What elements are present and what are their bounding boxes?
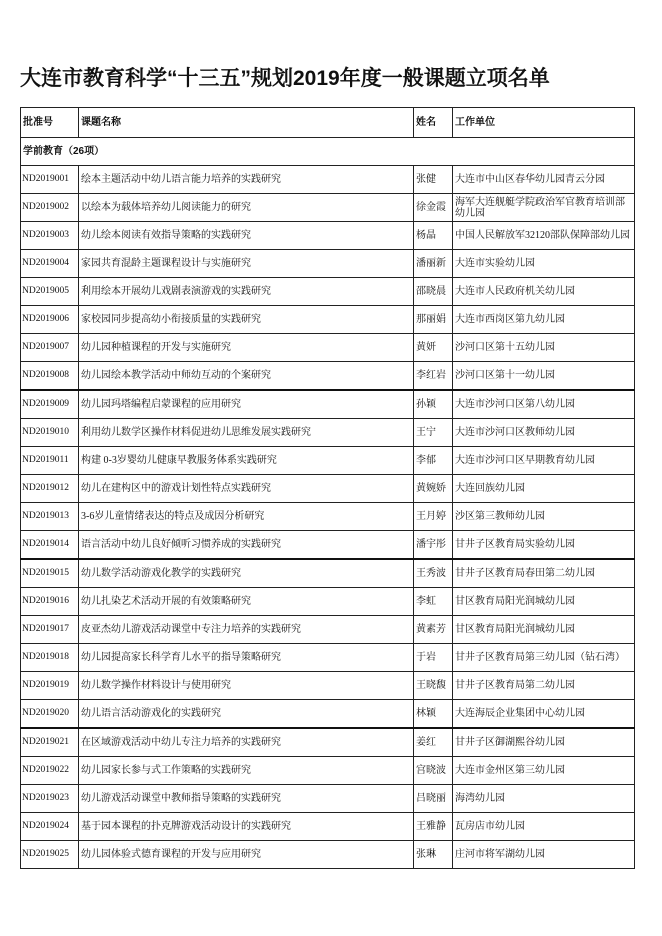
table-row (21, 306, 635, 334)
approval-number: ND2019010 (21, 419, 79, 447)
topic-name: 幼儿游戏活动课堂中教师指导策略的实践研究 (79, 785, 414, 813)
work-unit: 大连市沙河口区教师幼儿园 (453, 419, 635, 447)
approval-number: ND2019021 (21, 728, 79, 757)
work-unit: 沙区第三教师幼儿园 (453, 503, 635, 531)
approval-number: ND2019004 (21, 250, 79, 278)
topic-name: 幼儿绘本阅读有效指导策略的实践研究 (79, 222, 414, 250)
person-name: 黄妍 (414, 334, 453, 362)
table-row (21, 672, 635, 700)
table-row (21, 785, 635, 813)
topic-name: 家校园同步提高幼小衔接质量的实践研究 (79, 306, 414, 334)
approval-number: ND2019009 (21, 390, 79, 419)
table-row (21, 757, 635, 785)
person-name: 黄婉娇 (414, 475, 453, 503)
work-unit: 庄河市将军湖幼儿园 (453, 841, 635, 869)
approval-number: ND2019015 (21, 559, 79, 588)
topic-name: 幼儿园提高家长科学育儿水平的指导策略研究 (79, 644, 414, 672)
person-name: 黄素芳 (414, 616, 453, 644)
person-name: 李红岩 (414, 362, 453, 391)
person-name: 张琳 (414, 841, 453, 869)
topic-name: 幼儿园体验式德育课程的开发与应用研究 (79, 841, 414, 869)
table-row (21, 166, 635, 194)
work-unit: 瓦房店市幼儿园 (453, 813, 635, 841)
person-name: 林颖 (414, 700, 453, 729)
person-name: 宫晓波 (414, 757, 453, 785)
table-row (21, 503, 635, 531)
person-name: 孙颖 (414, 390, 453, 419)
approval-number: ND2019008 (21, 362, 79, 391)
person-name: 那丽娟 (414, 306, 453, 334)
topic-name: 基于园本课程的扑克牌游戏活动设计的实践研究 (79, 813, 414, 841)
person-name: 邵晓晨 (414, 278, 453, 306)
work-unit: 大连回族幼儿园 (453, 475, 635, 503)
page-title: 大连市教育科学“十三五”规划2019年度一般课题立项名单 (20, 67, 550, 90)
approval-number: ND2019002 (21, 194, 79, 222)
work-unit: 甘井子区教育局第三幼儿园（钻石湾） (453, 644, 635, 672)
topic-name: 利用绘本开展幼儿戏剧表演游戏的实践研究 (79, 278, 414, 306)
table-header-row (21, 108, 635, 138)
table-row (21, 475, 635, 503)
header-name: 姓名 (414, 108, 453, 138)
work-unit: 中国人民解放军32120部队保障部幼儿园 (453, 222, 635, 250)
project-table (20, 107, 635, 869)
table-row (21, 447, 635, 475)
table-row (21, 278, 635, 306)
work-unit: 大连市金州区第三幼儿园 (453, 757, 635, 785)
approval-number: ND2019001 (21, 166, 79, 194)
header-topic: 课题名称 (79, 108, 414, 138)
approval-number: ND2019006 (21, 306, 79, 334)
approval-number: ND2019005 (21, 278, 79, 306)
topic-name: 以绘本为载体培养幼儿阅读能力的研究 (79, 194, 414, 222)
topic-name: 利用幼儿数学区操作材料促进幼儿思维发展实践研究 (79, 419, 414, 447)
topic-name: 幼儿园绘本教学活动中师幼互动的个案研究 (79, 362, 414, 391)
person-name: 潘丽新 (414, 250, 453, 278)
work-unit: 海湾幼儿园 (453, 785, 635, 813)
approval-number: ND2019019 (21, 672, 79, 700)
section-title: 学前教育（26项） (21, 138, 635, 166)
approval-number: ND2019014 (21, 531, 79, 560)
approval-number: ND2019003 (21, 222, 79, 250)
approval-number: ND2019017 (21, 616, 79, 644)
header-unit: 工作单位 (453, 108, 635, 138)
approval-number: ND2019020 (21, 700, 79, 729)
topic-name: 幼儿园玛塔编程启蒙课程的应用研究 (79, 390, 414, 419)
approval-number: ND2019025 (21, 841, 79, 869)
topic-name: 绘本主题活动中幼儿语言能力培养的实践研究 (79, 166, 414, 194)
header-approval-number: 批准号 (21, 108, 79, 138)
table-row (21, 616, 635, 644)
work-unit: 大连市沙河口区第八幼儿园 (453, 390, 635, 419)
person-name: 王宁 (414, 419, 453, 447)
table-row (21, 531, 635, 560)
person-name: 于岩 (414, 644, 453, 672)
approval-number: ND2019023 (21, 785, 79, 813)
table-row (21, 362, 635, 391)
work-unit: 沙河口区第十五幼儿园 (453, 334, 635, 362)
work-unit: 大连海辰企业集团中心幼儿园 (453, 700, 635, 729)
table-row (21, 700, 635, 729)
approval-number: ND2019013 (21, 503, 79, 531)
person-name: 王秀波 (414, 559, 453, 588)
work-unit: 海军大连舰艇学院政治军官教育培训部幼儿园 (453, 194, 635, 222)
approval-number: ND2019012 (21, 475, 79, 503)
work-unit: 甘井子区教育局春田第二幼儿园 (453, 559, 635, 588)
person-name: 王月婷 (414, 503, 453, 531)
person-name: 潘宇彤 (414, 531, 453, 560)
work-unit: 大连市中山区春华幼儿园青云分园 (453, 166, 635, 194)
approval-number: ND2019007 (21, 334, 79, 362)
section-row (21, 138, 635, 166)
topic-name: 幼儿数学操作材料设计与使用研究 (79, 672, 414, 700)
approval-number: ND2019016 (21, 588, 79, 616)
work-unit: 甘区教育局阳光润城幼儿园 (453, 588, 635, 616)
topic-name: 皮亚杰幼儿游戏活动课堂中专注力培养的实践研究 (79, 616, 414, 644)
table-row (21, 559, 635, 588)
work-unit: 甘井子区教育局第二幼儿园 (453, 672, 635, 700)
table-row (21, 644, 635, 672)
person-name: 姜红 (414, 728, 453, 757)
work-unit: 大连市沙河口区早期教育幼儿园 (453, 447, 635, 475)
work-unit: 沙河口区第十一幼儿园 (453, 362, 635, 391)
topic-name: 幼儿数学活动游戏化教学的实践研究 (79, 559, 414, 588)
table-row (21, 841, 635, 869)
table-row (21, 250, 635, 278)
table-row (21, 813, 635, 841)
work-unit: 大连市人民政府机关幼儿园 (453, 278, 635, 306)
topic-name: 3-6岁儿童情绪表达的特点及成因分析研究 (79, 503, 414, 531)
table-row (21, 194, 635, 222)
person-name: 吕晓丽 (414, 785, 453, 813)
topic-name: 在区域游戏活动中幼儿专注力培养的实践研究 (79, 728, 414, 757)
table-row (21, 728, 635, 757)
approval-number: ND2019022 (21, 757, 79, 785)
person-name: 李虹 (414, 588, 453, 616)
work-unit: 甘井子区御湖熙谷幼儿园 (453, 728, 635, 757)
table-row (21, 390, 635, 419)
work-unit: 甘井子区教育局实验幼儿园 (453, 531, 635, 560)
table-row (21, 222, 635, 250)
person-name: 王晓馥 (414, 672, 453, 700)
person-name: 李郁 (414, 447, 453, 475)
table-row (21, 334, 635, 362)
work-unit: 大连市实验幼儿园 (453, 250, 635, 278)
work-unit: 甘区教育局阳光润城幼儿园 (453, 616, 635, 644)
approval-number: ND2019018 (21, 644, 79, 672)
topic-name: 幼儿在建构区中的游戏计划性特点实践研究 (79, 475, 414, 503)
topic-name: 幼儿园种植课程的开发与实施研究 (79, 334, 414, 362)
table-row (21, 588, 635, 616)
approval-number: ND2019011 (21, 447, 79, 475)
table-row (21, 419, 635, 447)
person-name: 王雅静 (414, 813, 453, 841)
topic-name: 构建 0-3岁婴幼儿健康早教服务体系实践研究 (79, 447, 414, 475)
work-unit: 大连市西岗区第九幼儿园 (453, 306, 635, 334)
topic-name: 家园共育混龄主题课程设计与实施研究 (79, 250, 414, 278)
person-name: 杨晶 (414, 222, 453, 250)
topic-name: 语言活动中幼儿良好倾听习惯养成的实践研究 (79, 531, 414, 560)
person-name: 张健 (414, 166, 453, 194)
topic-name: 幼儿语言活动游戏化的实践研究 (79, 700, 414, 729)
approval-number: ND2019024 (21, 813, 79, 841)
topic-name: 幼儿园家长参与式工作策略的实践研究 (79, 757, 414, 785)
topic-name: 幼儿扎染艺术活动开展的有效策略研究 (79, 588, 414, 616)
person-name: 徐金霞 (414, 194, 453, 222)
